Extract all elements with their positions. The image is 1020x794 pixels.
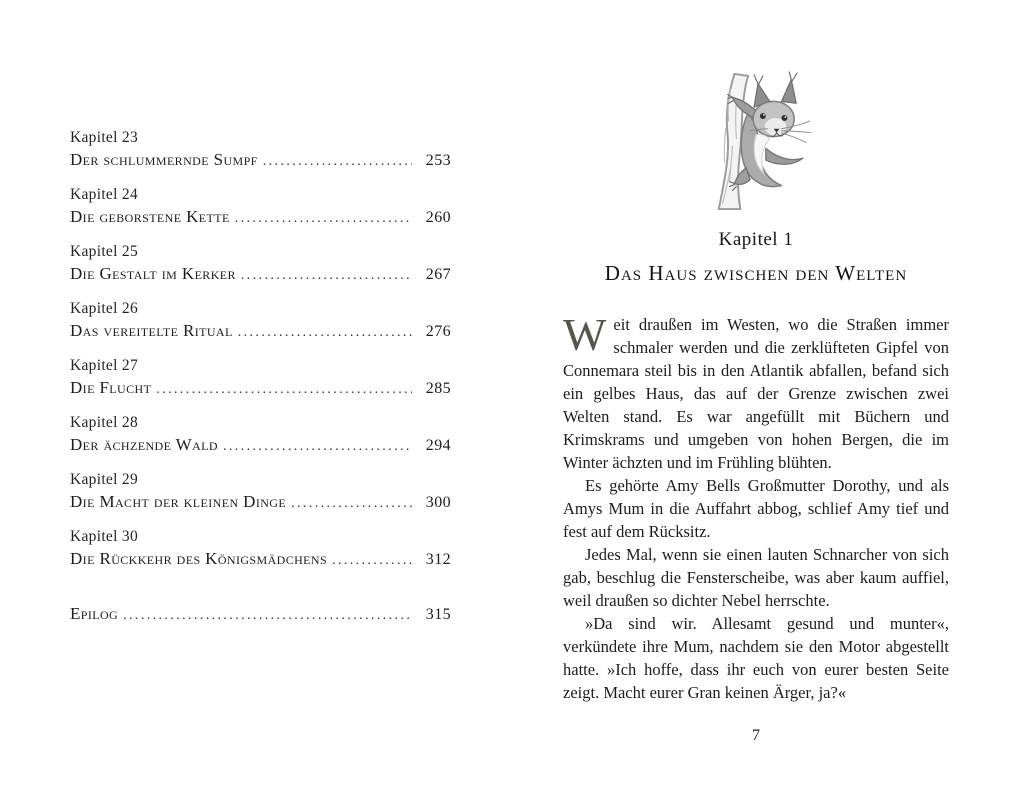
toc-dot-leader	[332, 548, 412, 572]
toc-page-number: 253	[425, 152, 451, 169]
chapter-page	[563, 60, 949, 704]
toc-chapter-number: Kapitel 29	[70, 471, 138, 488]
toc-chapter-number: Kapitel 26	[70, 300, 138, 317]
toc-page-number: 267	[425, 266, 451, 283]
toc-title-line	[70, 491, 451, 515]
toc-entry	[70, 470, 451, 515]
toc-title-line	[70, 149, 451, 173]
toc-entry	[70, 527, 451, 572]
toc-title-line	[70, 206, 451, 230]
toc-chapter-title: Die Gestalt im Kerker	[70, 264, 236, 283]
toc-entry	[70, 128, 451, 173]
toc-chapter-number: Kapitel 28	[70, 414, 138, 431]
toc-chapter-number: Kapitel 23	[70, 129, 138, 146]
table-of-contents	[70, 128, 451, 627]
toc-chapter-title: Die Flucht	[70, 378, 152, 397]
paragraph: »Da sind wir. Allesamt gesund und munter«, verkündete ihre Mum, nachdem sie den Motor abgestellt hatte. »Ich hoffe, dass ihr euch von eurer besten Seite zeigt. Macht eurer Gran keinen Ärger, ja?«	[563, 614, 949, 702]
toc-chapter-number: Kapitel 27	[70, 357, 138, 374]
toc-chapter-number: Kapitel 24	[70, 186, 138, 203]
chapter-title: Das Haus zwischen den Welten	[604, 261, 908, 285]
toc-title-line	[70, 548, 451, 572]
toc-chapter-number: Kapitel 30	[70, 528, 138, 545]
toc-dot-leader	[156, 377, 412, 401]
squirrel-illustration	[694, 70, 819, 212]
toc-chapter-number: Kapitel 25	[70, 243, 138, 260]
toc-chapter-title: Der schlummernde Sumpf	[70, 150, 258, 169]
paragraph	[563, 309, 949, 474]
toc-page-number: 294	[425, 437, 451, 454]
toc-page-number: 300	[425, 494, 451, 511]
toc-title-line	[70, 377, 451, 401]
toc-title-line	[70, 434, 451, 458]
toc-dot-leader	[241, 263, 412, 287]
chapter-body	[563, 309, 949, 704]
toc-entry	[70, 299, 451, 344]
toc-dot-leader	[263, 149, 412, 173]
toc-entry	[70, 356, 451, 401]
toc-dot-leader	[291, 491, 412, 515]
toc-chapter-title: Die Rückkehr des Königsmädchens	[70, 549, 328, 568]
toc-chapter-title: Das vereitelte Ritual	[70, 321, 233, 340]
toc-dot-leader	[238, 320, 412, 344]
toc-entry	[70, 185, 451, 230]
paragraph-text: eit draußen im Westen, wo die Straßen immer schmaler werden und die zerklüfteten Gipfel von Connemara steil bis in den Atlantik abfallen, befand sich ein gelbes Haus, das auf der Grenze zwischen zwei Welten stand. Es war angefüllt mit Büchern und Krimskrams und umgeben von hohen Bergen, die im Winter ächzten und im Frühling blühten.	[563, 315, 949, 472]
toc-dot-leader	[223, 434, 412, 458]
toc-dot-leader	[235, 206, 412, 230]
toc-epilog-title: Epilog	[70, 604, 119, 623]
toc-chapter-title: Die Macht der kleinen Dinge	[70, 492, 287, 511]
toc-title-line	[70, 320, 451, 344]
toc-chapter-title: Der ächzende Wald	[70, 435, 218, 454]
page-number: 7	[752, 727, 760, 744]
paragraph: Es gehörte Amy Bells Großmutter Dorothy, und als Amys Mum in die Auffahrt abbog, schlief Amy tief und fest auf dem Rücksitz.	[563, 476, 949, 541]
toc-page-number: 315	[425, 606, 451, 623]
toc-chapter-title: Die geborstene Kette	[70, 207, 230, 226]
toc-title-line	[70, 263, 451, 287]
toc-epilog-line	[70, 603, 451, 627]
drop-cap: W	[563, 309, 607, 360]
toc-page-number: 260	[425, 209, 451, 226]
toc-entry	[70, 413, 451, 458]
toc-page-number: 276	[425, 323, 451, 340]
toc-page-number: 285	[425, 380, 451, 397]
chapter-label: Kapitel 1	[718, 229, 794, 250]
toc-entry	[70, 242, 451, 287]
toc-dot-leader	[123, 603, 412, 627]
paragraph: Jedes Mal, wenn sie einen lauten Schnarcher von sich gab, beschlug die Fensterscheibe, was aber kaum auffiel, weil draußen so dichter Nebel herrschte.	[563, 545, 949, 610]
toc-page-number: 312	[425, 551, 451, 568]
